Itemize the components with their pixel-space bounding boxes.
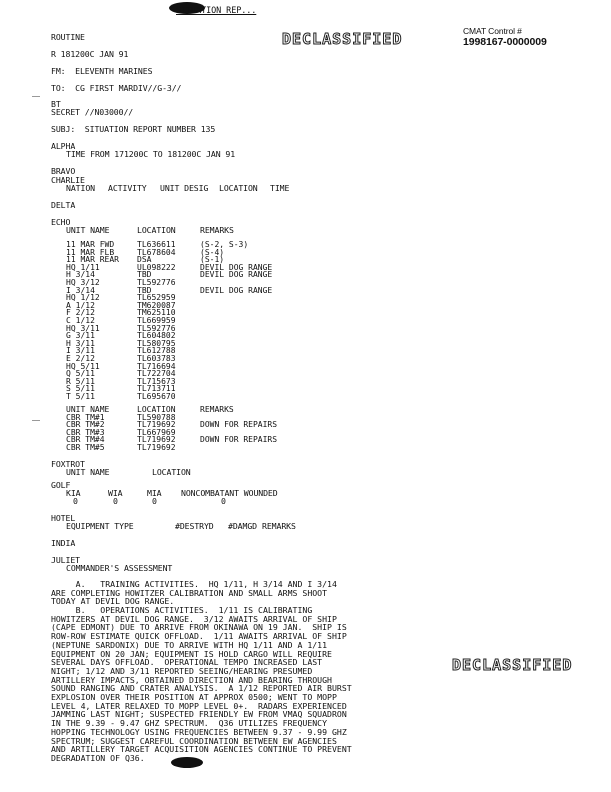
golf-col-noncombatant: NONCOMBATANT WOUNDED [181,488,278,498]
margin-mark [32,420,40,421]
remarks-cell [200,393,272,401]
remarks-cell [200,378,272,386]
unit-name-cell: H 3/11 [66,338,95,348]
charlie-col-nation: NATION [66,183,95,193]
remarks-cell: (S-2, S-3) [200,240,249,249]
unit-name-cell: Q 5/11 [66,369,95,379]
cbr-location-cell: TL719692 [137,420,176,430]
golf-noncombatant-value: 0 [221,496,226,506]
foxtrot-col-location: LOCATION [152,467,191,477]
remarks-cell [200,340,272,348]
golf-label: GOLF [51,480,71,490]
location-cell: TBD [137,270,152,280]
alpha-text: TIME FROM 171200C TO 181200C JAN 91 [66,149,236,159]
location-cell: TL592776 [137,323,176,333]
cbr-location-cell: TL719692 [137,442,176,452]
unit-name-cell: 11 MAR FLB [66,247,115,257]
charlie-col-unit-desig: UNIT DESIG [160,183,209,193]
location-cell: TL715673 [137,376,176,386]
remarks-cell [200,302,272,310]
location-cell: TL678604 [137,247,176,257]
cbr-unit-cell: CBR TM#5 [66,442,105,452]
declassified-stamp-top: DECLASSIFIED [282,30,403,48]
charlie-col-activity: ACTIVITY [108,183,147,193]
redaction-mark-bottom [171,757,203,768]
location-cell: DSA [137,255,152,265]
golf-wia-value: 0 [113,496,118,506]
location-cell: TL636611 [137,240,176,249]
juliet-subtitle: COMMANDER'S ASSESSMENT [66,563,173,573]
unit-name-cell: HQ 3/11 [66,323,100,333]
cbr-location-column [137,406,176,452]
break-marker: BT [51,99,61,109]
echo-label: ECHO [51,217,71,227]
charlie-label: CHARLIE [51,175,85,185]
unit-name-cell: HQ 5/11 [66,361,100,371]
cbr-column-header: LOCATION [137,405,176,414]
location-cell: TL722704 [137,369,176,379]
to-line: TO: CG FIRST MARDIV//G-3// [51,83,182,93]
cbr-column-header: REMARKS [200,405,234,414]
remarks-cell: DEVIL DOG RANGE [200,285,273,295]
unit-name-cell: E 2/12 [66,353,95,363]
subject-line: SUBJ: SITUATION REPORT NUMBER 135 [51,124,216,134]
location-cell: TM620087 [137,300,176,310]
remarks-cell: (S-4) [200,247,225,257]
unit-name-cell: G 3/11 [66,331,95,341]
margin-mark [32,96,40,97]
location-cell: TL603783 [137,353,176,363]
page-title: SITUATION REP... [176,6,257,16]
assessment-paragraph-a: A. TRAINING ACTIVITIES. HQ 1/11, H 3/14 AND I 3/14 ARE COMPLETING HOWITZER CALIBRATION AND SMALL ARMS SHOOT TODAY AT DEVIL DOG RANGE. [51,579,337,607]
cbr-unit-cell: CBR TM#2 [66,420,105,430]
cbr-unit-cell: CBR TM#3 [66,427,105,437]
cbr-location-cell: TL667969 [137,427,176,437]
cbr-unit-cell: CBR TM#4 [66,435,105,445]
remarks-cell: (S-1) [200,255,225,265]
unit-name-cell: HQ 1/12 [66,293,100,303]
bravo-label: BRAVO [51,166,76,176]
remarks-cell [200,294,272,302]
golf-mia-value: 0 [152,496,157,506]
remarks-cell [200,385,272,393]
unit-name-cell: T 5/11 [66,391,95,401]
cbr-location-cell: TL719692 [137,435,176,445]
foxtrot-col-unit-name: UNIT NAME [66,467,110,477]
cmat-control-label: CMAT Control # [463,26,522,36]
precedence: ROUTINE [51,32,85,42]
remarks-cell: DEVIL DOG RANGE [200,262,273,272]
location-cell: TL713711 [137,384,176,394]
golf-col-wia: WIA [108,488,123,498]
cbr-remarks-cell [200,444,277,452]
cbr-location-cell: TL590788 [137,412,176,422]
remarks-cell [200,317,272,325]
echo-remarks-column [200,241,272,400]
remarks-cell [200,309,272,317]
unit-name-cell: HQ 1/11 [66,262,100,272]
location-cell: TBD [137,285,152,295]
remarks-cell [200,332,272,340]
date-time-group: R 181200C JAN 91 [51,49,129,59]
echo-unit-column [66,241,119,400]
cmat-control-number: 1998167-0000009 [463,36,547,48]
unit-name-cell: HQ 3/12 [66,277,100,287]
unit-name-cell: A 1/12 [66,300,95,310]
remarks-cell [200,355,272,363]
location-cell: TL695670 [137,391,176,401]
location-cell: TL652959 [137,293,176,303]
cbr-unit-cell: CBR TM#1 [66,412,105,422]
golf-col-kia: KIA [66,488,81,498]
unit-name-cell: H 3/14 [66,270,95,280]
charlie-col-time: TIME [270,183,290,193]
location-cell: TL580795 [137,338,176,348]
charlie-col-location: LOCATION [219,183,258,193]
cbr-unit-column [66,406,109,452]
alpha-label: ALPHA [51,141,76,151]
hotel-col-damaged: #DAMGD [228,521,257,531]
unit-name-cell: 11 MAR REAR [66,255,119,265]
hotel-col-destroyed: #DESTRYD [175,521,214,531]
hotel-col-equipment-type: EQUIPMENT TYPE [66,521,134,531]
location-cell: TM625110 [137,308,176,318]
echo-col-location: LOCATION [137,225,176,235]
declassified-stamp-bottom: DECLASSIFIED [452,656,573,674]
location-cell: UL098222 [137,262,176,272]
cbr-remarks-cell: DOWN FOR REPAIRS [200,435,278,445]
classification-line: SECRET //N03000// [51,107,134,117]
golf-col-mia: MIA [147,488,162,498]
echo-col-unit-name: UNIT NAME [66,225,110,235]
echo-location-column [137,241,176,400]
location-cell: TL612788 [137,346,176,356]
location-cell: TL604802 [137,331,176,341]
echo-col-remarks: REMARKS [200,225,234,235]
hotel-label: HOTEL [51,513,76,523]
india-label: INDIA [51,538,76,548]
from-line: FM: ELEVENTH MARINES [51,66,153,76]
assessment-paragraph-b: B. OPERATIONS ACTIVITIES. 1/11 IS CALIBRATING HOWITZERS AT DEVIL DOG RANGE. 3/12 AWAITS ARRIVAL OF SHIP (CAPE EDMONT) DUE TO ARRIVE FROM OKINAWA ON 19 JAN. SHIP IS ROW-ROW ESTIMATE QUICK OFFLOAD. 1/11 AWAITS ARRIVAL OF SHIP (NEPTUNE SARDONIX) DUE TO ARRIVE WITH HQ 1/11 AND A 1/11 EQUIPMENT ON 20 JAN; EQUIPMENT IS HOLD CARGO WILL REQUIRE SEVERAL DAYS OFFLOAD. OPERATIONAL TEMPO INCREASED LAST NIGHT; 1/12 AND 3/11 REPORTED SEEING/HEARING PRESUMED ARTILLERY IMPACTS, OBTAINED DIRECTION AND BEARING THROUGH SOUND RANGING AND CRATER ANALYSIS. A 1/12 REPORTED AIR BURST EXPLOSION OVER THEIR POSITION AT APPROX 0500; WENT TO MOPP LEVEL 4, LATER RELAXED TO MOPP LEVEL 0+. RADARS EXPERIENCED JAMMING LAST NIGHT; SUSPECTED FRIENDLY EW FROM VMAQ SQUADRON IN THE 9.39 - 9.47 GHZ SPECTRUM. Q36 UTILIZES FREQUENCY HOPPING TECHNOLOGY USING FREQUENCIES BETWEEN 9.37 - 9.99 GHZ SPECTRUM; SUGGEST CAREFUL COORDINATION BETWEEN EW AGENCIES AND ARTILLERY TARGET ACQUISITION AGENCIES CONTINUE TO PREVENT DEGRADATION OF Q36. [51,605,352,763]
unit-name-cell: C 1/12 [66,315,95,325]
remarks-cell [200,370,272,378]
remarks-cell [200,363,272,371]
remarks-cell: DEVIL DOG RANGE [200,270,273,280]
unit-name-cell: 11 MAR FWD [66,240,115,249]
delta-label: DELTA [51,200,76,210]
cbr-remarks-column [200,406,277,452]
remarks-cell [200,325,272,333]
location-cell: TL716694 [137,361,176,371]
unit-name-cell: I 3/11 [66,346,95,356]
golf-kia-value: 0 [73,496,78,506]
unit-name-cell: I 3/14 [66,285,95,295]
hotel-col-remarks: REMARKS [262,521,296,531]
cbr-column-header: UNIT NAME [66,405,110,414]
location-cell: TL669959 [137,315,176,325]
unit-name-cell: F 2/12 [66,308,95,318]
juliet-label: JULIET [51,555,80,565]
cbr-remarks-cell: DOWN FOR REPAIRS [200,420,278,430]
unit-name-cell: R 5/11 [66,376,95,386]
location-cell: TL592776 [137,277,176,287]
unit-name-cell: S 5/11 [66,384,95,394]
foxtrot-label: FOXTROT [51,459,85,469]
remarks-cell [200,347,272,355]
